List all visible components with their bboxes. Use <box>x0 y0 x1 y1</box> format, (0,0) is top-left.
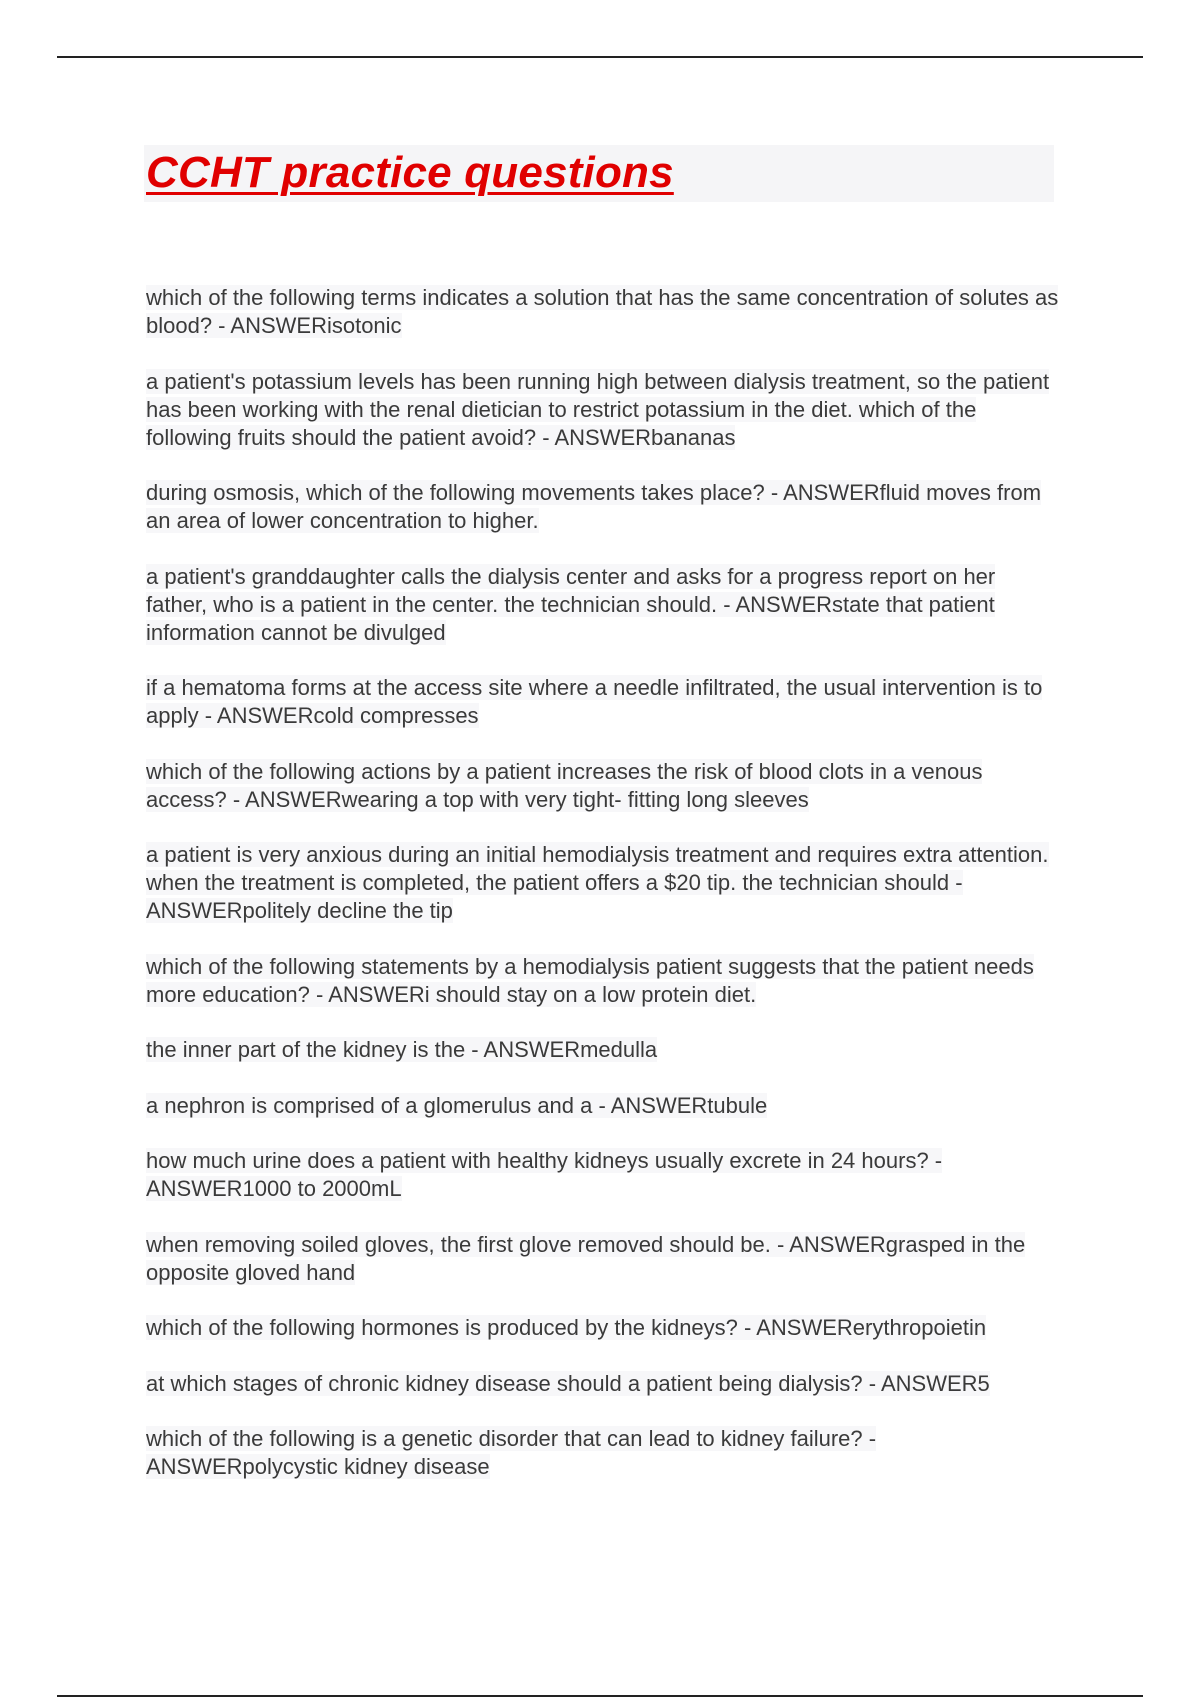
qa-text: which of the following terms indicates a solution that has the same concentration of solutes as blood? - ANSWERisotonic <box>146 285 1059 338</box>
qa-item <box>146 368 1061 452</box>
qa-item <box>146 1314 1061 1342</box>
qa-text: a patient's granddaughter calls the dialysis center and asks for a progress report on her father, who is a patient in the center. the technician should. - ANSWERstate that patient information cannot be divulged <box>146 563 996 645</box>
qa-item <box>146 1425 1061 1481</box>
qa-text: the inner part of the kidney is the - ANSWERmedulla <box>146 1037 658 1062</box>
page-bottom-rule <box>57 1695 1143 1697</box>
qa-text: which of the following hormones is produced by the kidneys? - ANSWERerythropoietin <box>146 1315 987 1340</box>
qa-text: if a hematoma forms at the access site where a needle infiltrated, the usual intervention is to apply - ANSWERcold compresses <box>146 675 1043 728</box>
page-top-rule <box>57 56 1143 58</box>
qa-item <box>146 479 1061 535</box>
qa-text: which of the following actions by a patient increases the risk of blood clots in a venous access? - ANSWERwearing a top with very tight- fitting long sleeves <box>146 758 983 812</box>
qa-item <box>146 284 1061 340</box>
qa-text: a nephron is comprised of a glomerulus and a - ANSWERtubule <box>146 1092 768 1118</box>
qa-list <box>146 284 1061 1509</box>
qa-item <box>146 841 1061 925</box>
document-title: CCHT practice questions <box>146 148 674 197</box>
qa-text: a patient is very anxious during an initial hemodialysis treatment and requires extra attention. when the treatment is completed, the patient offers a $20 tip. the technician should - ANSWERpolitely decline the tip <box>146 842 1049 923</box>
qa-item <box>146 1036 1061 1064</box>
qa-text: at which stages of chronic kidney disease should a patient being dialysis? - ANSWER5 <box>146 1370 990 1396</box>
qa-text: a patient's potassium levels has been running high between dialysis treatment, so the patient has been working with the renal dietician to restrict potassium in the diet. which of the following fruits should the patient avoid? - ANSWERbananas <box>146 368 1050 450</box>
qa-item <box>146 1370 1061 1398</box>
qa-item <box>146 563 1061 647</box>
qa-text: how much urine does a patient with healthy kidneys usually excrete in 24 hours? - ANSWER1000 to 2000mL <box>146 1148 943 1201</box>
qa-item <box>146 1092 1061 1120</box>
qa-item <box>146 1231 1061 1287</box>
qa-text: which of the following is a genetic disorder that can lead to kidney failure? - ANSWERpolycystic kidney disease <box>146 1426 877 1479</box>
qa-item <box>146 758 1061 814</box>
qa-text: during osmosis, which of the following movements takes place? - ANSWERfluid moves from an area of lower concentration to higher. <box>146 480 1042 533</box>
qa-text: when removing soiled gloves, the first glove removed should be. - ANSWERgrasped in the opposite gloved hand <box>146 1231 1026 1285</box>
qa-item <box>146 674 1061 730</box>
qa-item <box>146 1147 1061 1203</box>
qa-text: which of the following statements by a hemodialysis patient suggests that the patient needs more education? - ANSWERi should stay on a low protein diet. <box>146 953 1034 1007</box>
qa-item <box>146 953 1061 1009</box>
